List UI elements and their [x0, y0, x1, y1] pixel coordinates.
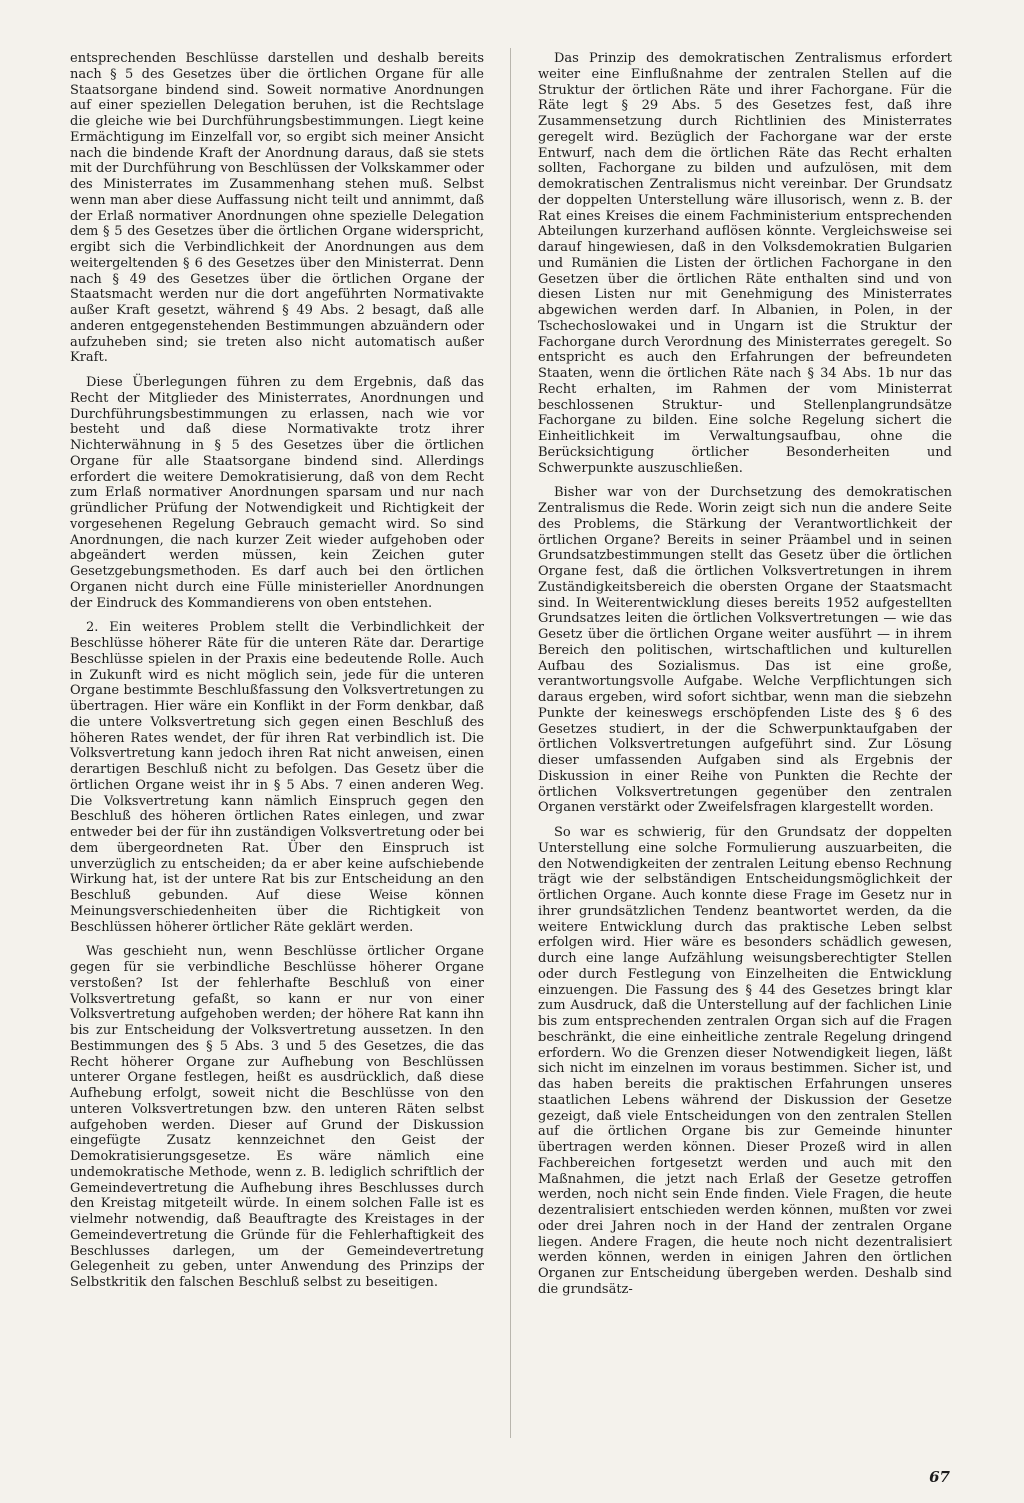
- right-paragraph-2: Bisher war von der Durchsetzung des demokratischen Zentralismus die Rede. Worin zeigt sich nun die andere Seite des Problems, die Stärkung der Verantwortlichkeit der örtlichen Organe? Bereits in seiner Präambel und in seinen Grundsatzbestimmungen stellt das Gesetz über die örtlichen Organe fest, daß die örtlichen Volksvertretungen in ihrem Zuständigkeitsbereich die obersten Organe der Staatsmacht sind. In Weiterentwicklung dieses bereits 1952 aufgestellten Grundsatzes leiten die örtlichen Volksvertretungen — wie das Gesetz über die örtlichen Organe weiter ausführt — in ihrem Bereich den politischen, wirtschaftlichen und kulturellen Aufbau des Sozialismus. Das ist eine große, verantwortungsvolle Aufgabe. Welche Verpflichtungen sich daraus ergeben, wird sofort sichtbar, wenn man die siebzehn Punkte der keineswegs erschöpfenden Liste des § 6 des Gesetzes studiert, in der die Schwerpunktaufgaben der örtlichen Volksvertretungen aufgeführt sind. Zur Lösung dieser umfassenden Aufgaben sind als Ergebnis der Diskussion in einer Reihe von Punkten die Rechte der örtlichen Volksvertretungen gegenüber den zentralen Organen verstärkt oder Zweifelsfragen klargestellt worden.: [538, 485, 952, 816]
- left-paragraph-3: 2. Ein weiteres Problem stellt die Verbindlichkeit der Beschlüsse höherer Räte für die unteren Räte dar. Derartige Beschlüsse spielen in der Praxis eine bedeutende Rolle. Auch in Zukunft wird es nicht möglich sein, jede für die unteren Organe bestimmte Beschlußfassung den Volksvertretungen zu übertragen. Hier wäre ein Konflikt in der Form denkbar, daß die untere Volksvertretung sich gegen einen Beschluß des höheren Rates wendet, der für ihren Rat verbindlich ist. Die Volksvertretung kann jedoch ihren Rat nicht anweisen, einen derartigen Beschluß nicht zu befolgen. Das Gesetz über die örtlichen Organe weist ihr in § 5 Abs. 7 einen anderen Weg. Die Volksvertretung kann nämlich Einspruch gegen den Beschluß des höheren örtlichen Rates einlegen, und zwar entweder bei der für ihn zuständigen Volksvertretung oder bei dem übergeordneten Rat. Über den Einspruch ist unverzüglich zu entscheiden; da er aber keine aufschiebende Wirkung hat, ist der untere Rat bis zur Entscheidung an den Beschluß gebunden. Auf diese Weise können Meinungsverschiedenheiten über die Richtigkeit von Beschlüssen höherer örtlicher Räte geklärt werden.: [70, 620, 484, 935]
- right-column: [538, 51, 952, 1298]
- right-paragraph-1: Das Prinzip des demokratischen Zentralismus erfordert weiter eine Einflußnahme der zentralen Stellen auf die Struktur der örtlichen Räte und ihrer Fachorgane. Für die Räte legt § 29 Abs. 5 des Gesetzes fest, daß ihre Zusammensetzung durch Richtlinien des Ministerrates geregelt wird. Bezüglich der Fachorgane war der erste Entwurf, nach dem die örtlichen Räte das Recht erhalten sollten, Fachorgane zu bilden und aufzulösen, mit dem demokratischen Zentralismus nicht vereinbar. Der Grundsatz der doppelten Unterstellung wäre illusorisch, wenn z. B. der Rat eines Kreises die einem Fachministerium entsprechenden Abteilungen kurzerhand auflösen könnte. Vergleichsweise sei darauf hingewiesen, daß in den Volksdemokratien Bulgarien und Rumänien die Listen der örtlichen Fachorgane in den Gesetzen über die örtlichen Räte enthalten sind und von diesen Listen nur mit Genehmigung des Ministerrates abgewichen werden darf. In Albanien, in Polen, in der Tschechoslowakei und in Ungarn ist die Struktur der Fachorgane durch Verordnung des Ministerrates geregelt. So entspricht es auch den Erfahrungen der befreundeten Staaten, wenn die örtlichen Räte nach § 34 Abs. 1b nur das Recht erhalten, im Rahmen der vom Ministerrat beschlossenen Struktur- und Stellenplangrundsätze Fachorgane zu bilden. Eine solche Regelung sichert die Einheitlichkeit im Verwaltungsaufbau, ohne die Berücksichtigung örtlicher Besonderheiten und Schwerpunkte auszuschließen.: [538, 51, 952, 476]
- left-paragraph-4: Was geschieht nun, wenn Beschlüsse örtlicher Organe gegen für sie verbindliche Beschlüsse höherer Organe verstoßen? Ist der fehlerhafte Beschluß von einer Volksvertretung gefaßt, so kann er nur von einer Volksvertretung aufgehoben werden; der höhere Rat kann ihn bis zur Entscheidung der Volksvertretung aussetzen. In den Bestimmungen des § 5 Abs. 3 und 5 des Gesetzes, die das Recht höherer Organe zur Aufhebung von Beschlüssen unterer Organe festlegen, heißt es ausdrücklich, daß diese Aufhebung erfolgt, soweit nicht die Beschlüsse von den unteren Volksvertretungen bzw. den unteren Räten selbst aufgehoben werden. Dieser auf Grund der Diskussion eingefügte Zusatz kennzeichnet den Geist der Demokratisierungsgesetze. Es wäre nämlich eine undemokratische Methode, wenn z. B. lediglich schriftlich der Gemeindevertretung die Aufhebung ihres Beschlusses durch den Kreistag mitgeteilt würde. In einem solchen Falle ist es vielmehr notwendig, daß Beauftragte des Kreistages in der Gemeindevertretung die Gründe für die Fehlerhaftigkeit des Beschlusses darlegen, um der Gemeindevertretung Gelegenheit zu geben, unter Anwendung des Prinzips der Selbstkritik den falschen Beschluß selbst zu beseitigen.: [70, 944, 484, 1290]
- left-paragraph-2: Diese Überlegungen führen zu dem Ergebnis, daß das Recht der Mitglieder des Ministerrates, Anordnungen und Durchführungsbestimmungen zu erlassen, nach wie vor besteht und daß diese Normativakte trotz ihrer Nichterwähnung in § 5 des Gesetzes über die örtlichen Organe für alle Staatsorgane bindend sind. Allerdings erfordert die weitere Demokratisierung, daß von dem Recht zum Erlaß normativer Anordnungen sparsam und nur nach gründlicher Prüfung der Notwendigkeit und Richtigkeit der vorgesehenen Regelung Gebrauch gemacht wird. So sind Anordnungen, die nach kurzer Zeit wieder aufgehoben oder abgeändert werden müssen, kein Zeichen guter Gesetzgebungsmethoden. Es darf auch bei den örtlichen Organen nicht durch eine Fülle ministerieller Anordnungen der Eindruck des Kommandierens von oben entstehen.: [70, 375, 484, 611]
- left-column: [70, 51, 484, 1291]
- right-paragraph-3: So war es schwierig, für den Grundsatz der doppelten Unterstellung eine solche Formulierung auszuarbeiten, die den Notwendigkeiten der zentralen Leitung ebenso Rechnung trägt wie der selbständigen Entscheidungsmöglichkeit der örtlichen Organe. Auch konnte diese Frage im Gesetz nur in ihrer grundsätzlichen Tendenz beantwortet werden, da die weitere Entwicklung durch das praktische Leben selbst erfolgen wird. Hier wäre es besonders schädlich gewesen, durch eine lange Aufzählung weisungsberechtigter Stellen oder durch Festlegung von Einzelheiten die Entwicklung einzuengen. Die Fassung des § 44 des Gesetzes bringt klar zum Ausdruck, daß die Unterstellung auf der fachlichen Linie bis zum entsprechenden zentralen Organ sich auf die Fragen beschränkt, die eine einheitliche zentrale Regelung dringend erfordern. Wo die Grenzen dieser Notwendigkeit liegen, läßt sich nicht im einzelnen im voraus bestimmen. Sicher ist, und das haben bereits die praktischen Erfahrungen unseres staatlichen Lebens während der Diskussion der Gesetze gezeigt, daß viele Entscheidungen von den zentralen Stellen auf die örtlichen Organe bis zur Gemeinde hinunter übertragen werden können. Dieser Prozeß wird in allen Fachbereichen fortgesetzt werden und auch mit den Maßnahmen, die jetzt nach Erlaß der Gesetze getroffen werden, noch nicht sein Ende finden. Viele Fragen, die heute dezentralisiert entschieden werden können, mußten vor zwei oder drei Jahren noch in der Hand der zentralen Organe liegen. Andere Fragen, die heute noch nicht dezentralisiert werden können, werden in einigen Jahren den örtlichen Organen zur Entscheidung übergeben werden. Deshalb sind die grundsätz-: [538, 825, 952, 1297]
- column-divider: [510, 48, 511, 1438]
- left-paragraph-1: entsprechenden Beschlüsse darstellen und deshalb bereits nach § 5 des Gesetzes über die örtlichen Organe für alle Staatsorgane bindend sind. Soweit normative Anordnungen auf einer speziellen Delegation beruhen, ist die Rechtslage die gleiche wie bei Durchführungsbestimmungen. Liegt keine Ermächtigung im Einzelfall vor, so ergibt sich meiner Ansicht nach die bindende Kraft der Anordnung daraus, daß sie stets mit der Durchführung von Beschlüssen der Volkskammer oder des Ministerrates im Zusammenhang stehen muß. Selbst wenn man aber diese Auffassung nicht teilt und annimmt, daß der Erlaß normativer Anordnungen ohne spezielle Delegation dem § 5 des Gesetzes über die örtlichen Organe widerspricht, ergibt sich die Verbindlichkeit der Anordnungen aus dem weitergeltenden § 6 des Gesetzes über den Ministerrat. Denn nach § 49 des Gesetzes über die örtlichen Organe der Staatsmacht werden nur die dort angeführten Normativakte außer Kraft gesetzt, während § 49 Abs. 2 besagt, daß alle anderen entgegenstehenden Bestimmungen abzuändern oder aufzuheben sind; sie treten also nicht automatisch außer Kraft.: [70, 51, 484, 366]
- page-number: 67: [929, 1468, 950, 1486]
